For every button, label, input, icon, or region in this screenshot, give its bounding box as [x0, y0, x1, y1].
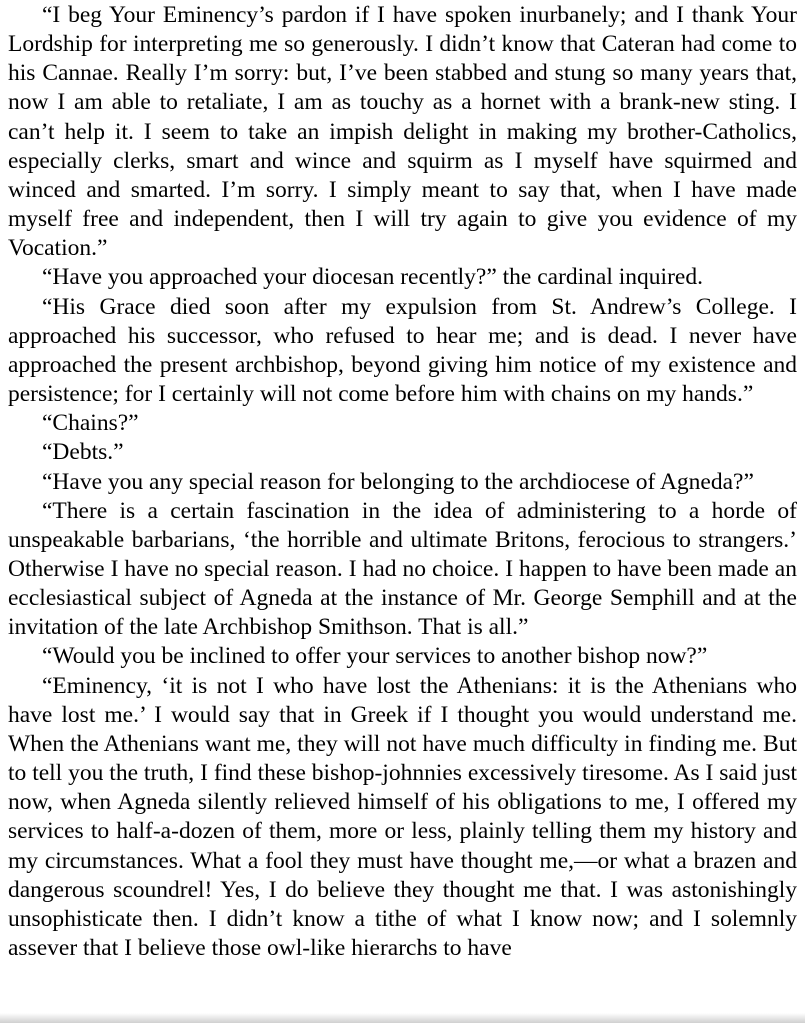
- paragraph: “Chains?”: [42, 410, 139, 437]
- paragraph: “His Grace died soon after my expulsion from St. Andrew’s College. I approached his successor, who refused to hear me; and is dead. I never have approached the present archbishop, beyond giving him notice of my existence and persistence; for I certainly will not come before him with chains on my hands.”: [8, 293, 797, 408]
- paragraph: “I beg Your Eminency’s pardon if I have spoken inurbanely; and I thank Your Lordship for interpreting me so generously. I didn’t know that Cateran had come to his Cannae. Really I’m sorry: but, I’ve been stabbed and stung so many years that, now I am able to retaliate, I am as touchy as a hornet with a brank-new sting. I can’t help it. I seem to take an impish delight in making my brother-Catholics, especially clerks, smart and wince and squirm as I myself have squirmed and winced and smarted. I’m sorry. I simply meant to say that, when I have made myself free and independent, then I will try again to give you evidence of my Vocation.”: [8, 2, 797, 262]
- page-bottom-shadow: [0, 1013, 805, 1023]
- paragraph: “There is a certain fascination in the idea of administering to a horde of unspeakable barbarians, ‘the horrible and ultimate Britons, ferocious to strangers.’ Otherwise I have no special reason. I had no choice. I happen to have been made an ecclesiastical subject of Agneda at the instance of Mr. George Semphill and at the invitation of the late Archbishop Smithson. That is all.”: [8, 497, 797, 641]
- paragraph: “Would you be inclined to offer your services to another bishop now?”: [42, 643, 708, 670]
- paragraph: “Debts.”: [42, 439, 124, 466]
- paragraph: “Eminency, ‘it is not I who have lost the Athenians: it is the Athenians who have lost me.’ I would say that in Greek if I thought you would understand me. When the Athenians want me, they will not have much difficulty in finding me. But to tell you the truth, I find these bishop-johnnies excessively tiresome. As I said just now, when Agneda silently relieved himself of his obligations to me, I offered my services to half-a-dozen of them, more or less, plainly telling them my history and my circumstances. What a fool they must have thought me,—or what a brazen and dangerous scoundrel! Yes, I do believe they thought me that. I was astonishingly unsophisticate then. I didn’t know a tithe of what I know now; and I solemnly assever that I believe those owl-like hierarchs to have: [8, 672, 797, 961]
- paragraph: “Have you any special reason for belonging to the archdiocese of Agneda?”: [42, 468, 754, 495]
- paragraph: “Have you approached your diocesan recently?” the cardinal inquired.: [42, 264, 703, 291]
- book-text-column: [8, 1, 797, 963]
